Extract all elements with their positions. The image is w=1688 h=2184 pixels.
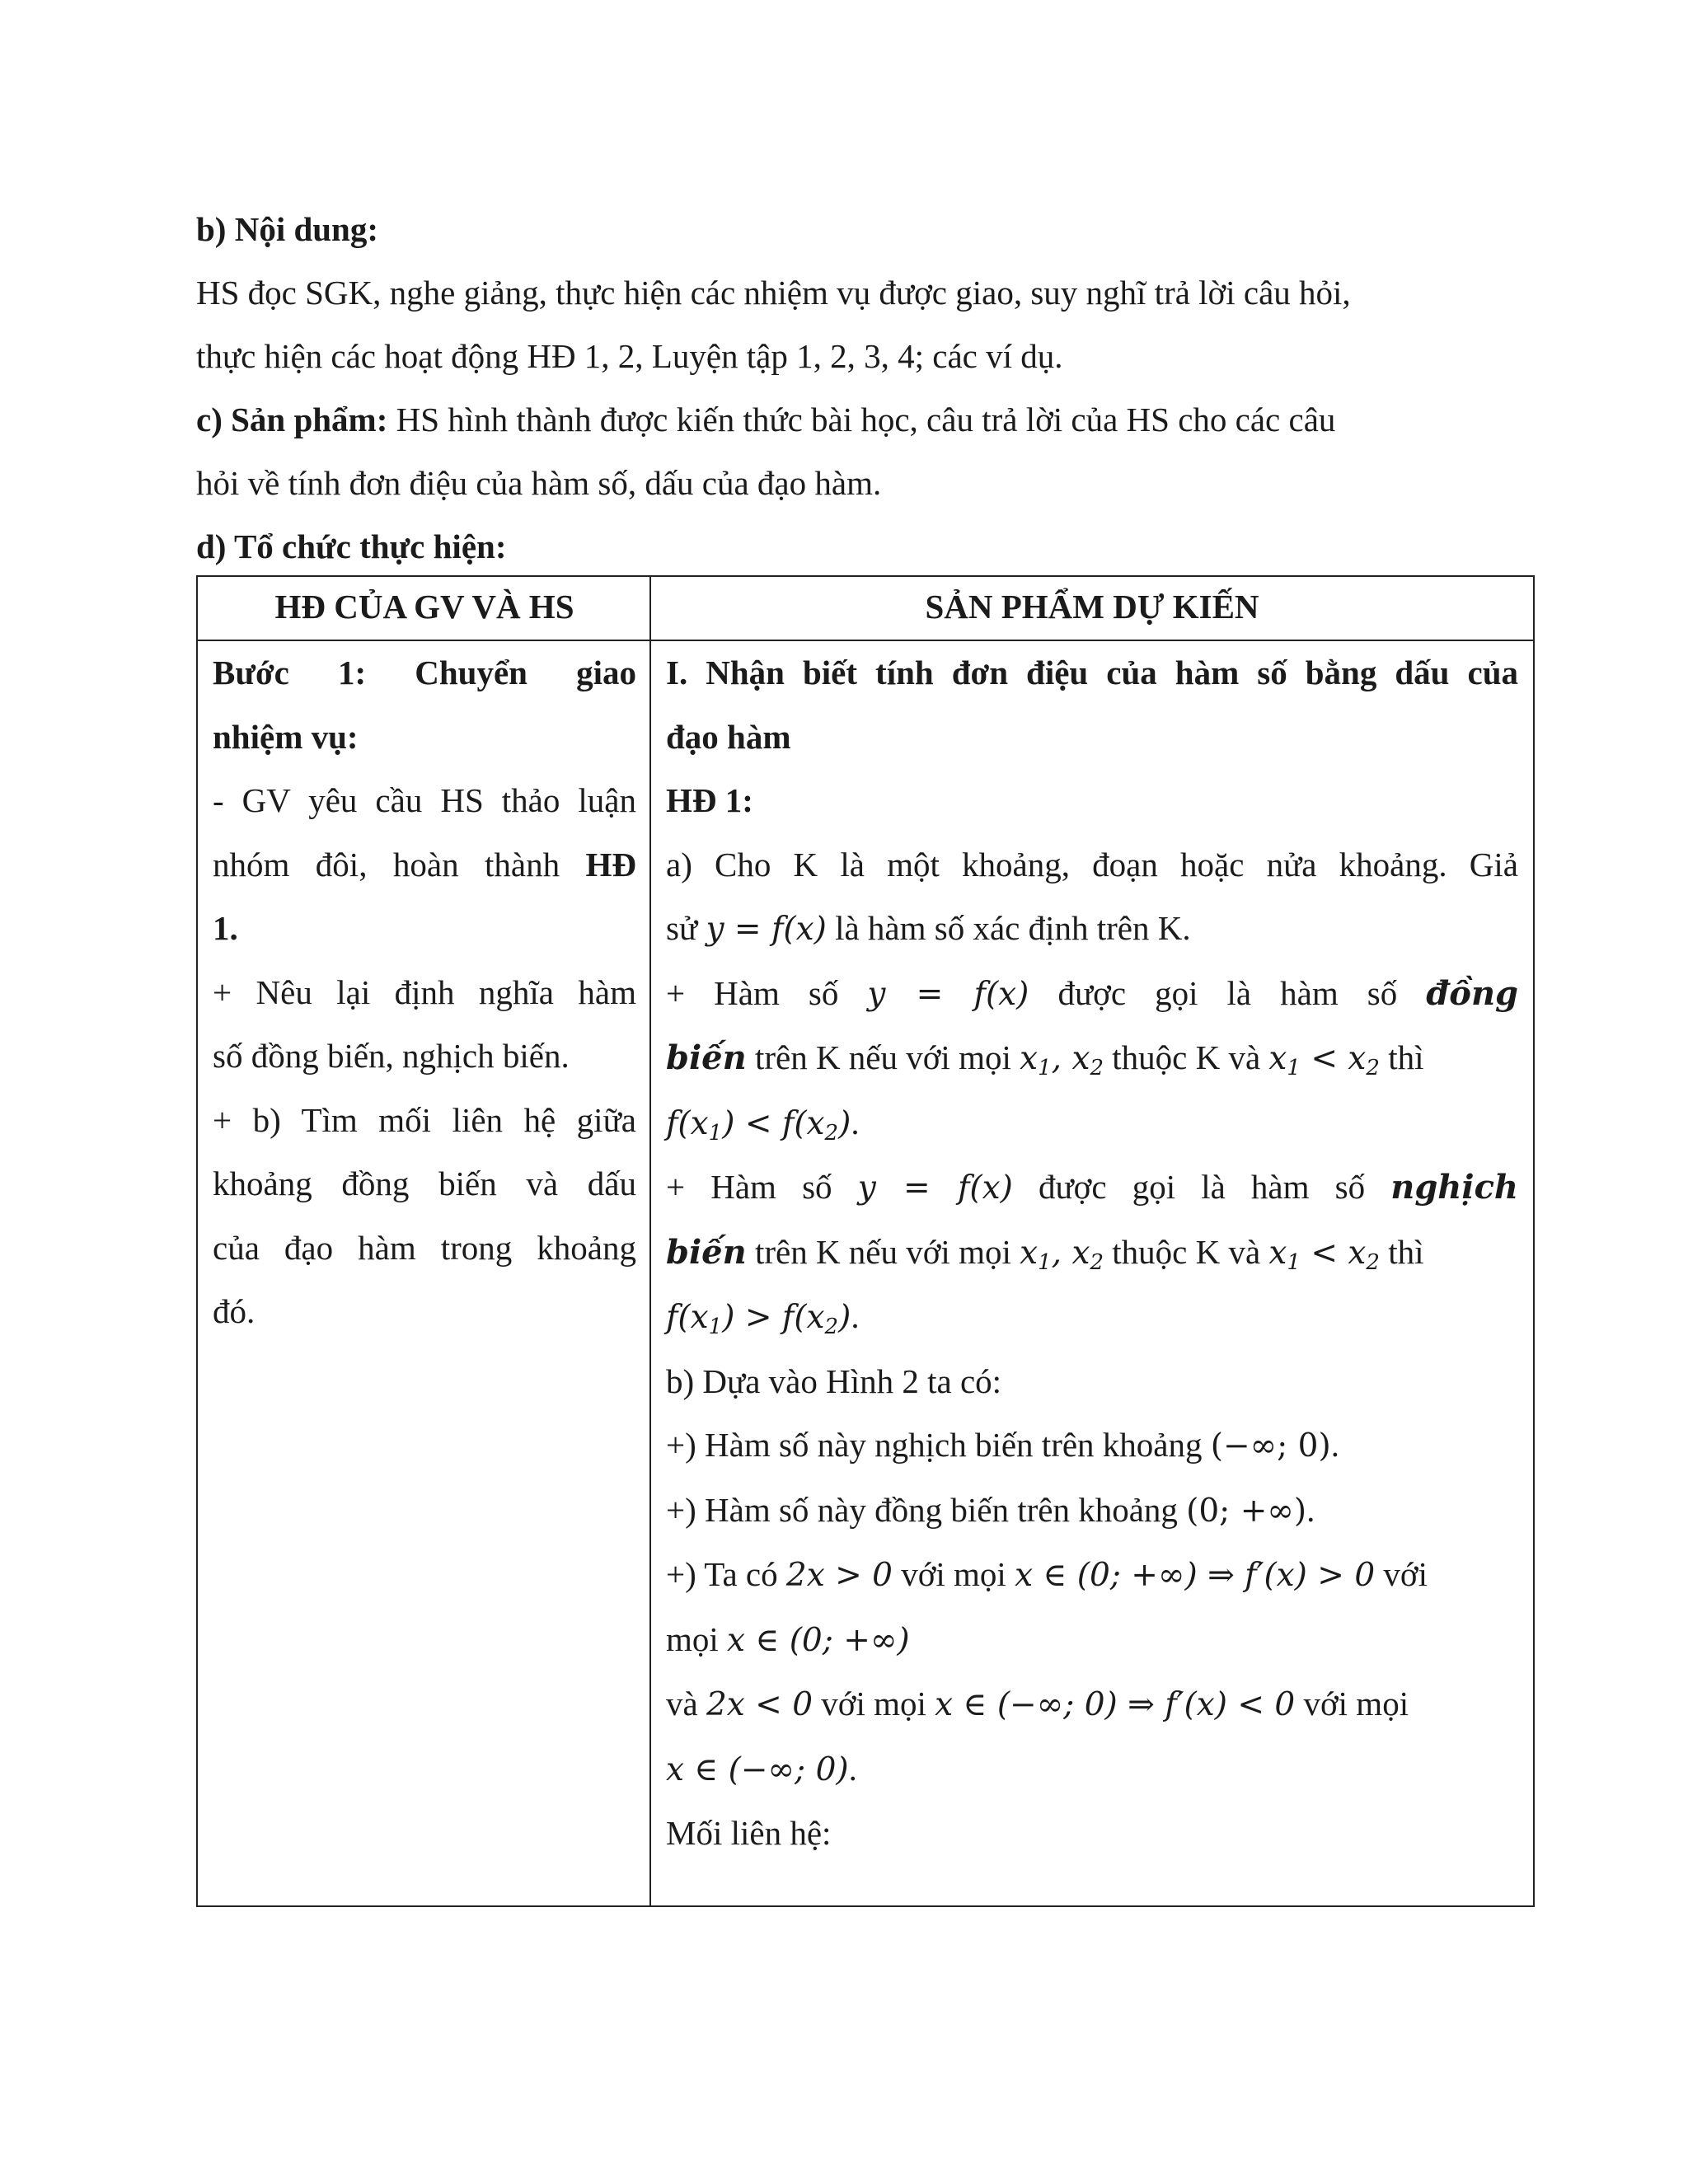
- b5-text2: với mọi: [813, 1685, 935, 1722]
- b2-dot: .: [1306, 1490, 1315, 1529]
- section-b-line1: HS đọc SGK, nghe giảng, thực hiện các nhiệm vụ được giao, suy nghĩ trả lời câu hỏi,: [196, 274, 1351, 312]
- part-a-math: y = f(x): [706, 911, 827, 948]
- dec-bold1: nghịch: [1390, 1168, 1519, 1207]
- part-a-line2: [666, 897, 1518, 962]
- inc-dot: .: [851, 1103, 860, 1141]
- inc-ineq: $f(x_1) < f(x_2)$: [666, 1104, 851, 1146]
- inc-text1: + Hàm số: [666, 973, 868, 1012]
- dec-math1: y = f(x): [857, 1169, 1013, 1207]
- inc-bold1: đồng: [1426, 973, 1518, 1013]
- decreasing-def-line1: [666, 1155, 1518, 1221]
- step-line1: Bước 1: Chuyển giao: [213, 654, 636, 691]
- dec-text4: thuộc K và: [1104, 1232, 1269, 1271]
- dec-text2: được gọi là hàm số: [1012, 1168, 1391, 1206]
- relation-label: Mối liên hệ:: [666, 1814, 832, 1852]
- b3-text2: với mọi: [892, 1555, 1015, 1593]
- dec-cond: $x_1 < x_2$: [1268, 1234, 1380, 1275]
- b4-text: mọi: [666, 1619, 728, 1658]
- task-b-line4: đó.: [213, 1292, 256, 1330]
- b3-math1: 2x > 0: [785, 1557, 893, 1594]
- section-title-line2: đạo hàm: [666, 717, 791, 756]
- part-b-line1: [666, 1413, 1518, 1479]
- b5-math2: x ∈ (−∞; 0) ⇒ f′(x) < 0: [935, 1686, 1296, 1723]
- request-line3: 1.: [213, 909, 238, 947]
- task-b-line3: của đạo hàm trong khoảng: [213, 1228, 636, 1267]
- b6-dot: .: [848, 1749, 857, 1788]
- request-line2: [213, 833, 636, 898]
- dec-text1: + Hàm số: [666, 1168, 858, 1206]
- part-a-line1: a) Cho K là một khoảng, đoạn hoặc nửa khoảng. Giả: [666, 845, 1518, 883]
- request-line1: - GV yêu cầu HS thảo luận: [213, 781, 636, 819]
- dec-text5: thì: [1379, 1232, 1424, 1271]
- task-a-line1: + Nêu lại định nghĩa hàm: [213, 972, 636, 1011]
- b5-text3: với mọi: [1295, 1685, 1409, 1722]
- part-a-text1: sử: [666, 909, 706, 947]
- b3-text3: với: [1375, 1555, 1428, 1593]
- task-b-line2: khoảng đồng biến và dấu: [213, 1165, 636, 1202]
- part-a-text2: là hàm số xác định trên K.: [826, 909, 1191, 947]
- section-title-line1: I. Nhận biết tính đơn điệu của hàm số bằng dấu của: [666, 654, 1518, 691]
- part-b-line3: [666, 1543, 1518, 1608]
- section-c-line1: [196, 388, 1507, 452]
- b3-text1: +) Ta có: [666, 1555, 786, 1593]
- part-b-line4: [666, 1608, 1518, 1673]
- inc-bold2: biến: [666, 1038, 747, 1077]
- inc-cond: $x_1 < x_2$: [1268, 1040, 1380, 1080]
- teacher-student-cell: [197, 640, 650, 1906]
- section-c-heading: c) Sản phẩm:: [196, 401, 388, 438]
- hd1-label: HĐ 1:: [666, 781, 753, 819]
- b2-text: +) Hàm số này đồng biến trên khoảng: [666, 1490, 1187, 1529]
- part-b-line2: [666, 1479, 1518, 1544]
- inc-text4: thuộc K và: [1104, 1038, 1269, 1076]
- b6-math: x ∈ (−∞; 0): [666, 1750, 849, 1788]
- inc-vars: $x_1$, $x_2$: [1020, 1040, 1104, 1080]
- b2-math: (0; +∞): [1186, 1492, 1307, 1530]
- part-b-intro: b) Dựa vào Hình 2 ta có:: [666, 1361, 1002, 1400]
- task-a-line2: số đồng biến, nghịch biến.: [213, 1037, 570, 1075]
- section-b-line2: thực hiện các hoạt động HĐ 1, 2, Luyện tập 1, 2, 3, 4; các ví dụ.: [196, 337, 1063, 375]
- section-d-heading: d) Tổ chức thực hiện:: [196, 527, 507, 565]
- dec-vars: $x_1$, $x_2$: [1020, 1234, 1104, 1275]
- dec-text3: trên K nếu với mọi: [746, 1232, 1020, 1271]
- dec-dot: .: [851, 1297, 860, 1335]
- b4-math: x ∈ (0; +∞): [727, 1621, 910, 1659]
- increasing-def-line2: [666, 1026, 1518, 1091]
- request-line2-text: nhóm đôi, hoàn thành: [213, 845, 586, 883]
- increasing-def-line1: [666, 962, 1518, 1027]
- section-b-heading: b) Nội dung:: [196, 210, 379, 248]
- expected-product-cell: [650, 640, 1534, 1906]
- section-c-text1: HS hình thành được kiến thức bài học, câu trả lời của HS cho các câu: [387, 401, 1336, 438]
- b5-text1: và: [666, 1685, 706, 1722]
- table-row: [197, 640, 1534, 1906]
- inc-math1: y = f(x): [867, 975, 1029, 1013]
- section-c-line2: hỏi về tính đơn điệu của hàm số, dấu của đạo hàm.: [196, 464, 882, 502]
- increasing-def-line3: [666, 1091, 1518, 1156]
- inc-text5: thì: [1379, 1038, 1424, 1076]
- b5-math1: 2x < 0: [706, 1686, 814, 1723]
- part-b-line5: [666, 1672, 1518, 1737]
- dec-ineq: $f(x_1) > f(x_2)$: [666, 1299, 851, 1339]
- decreasing-def-line3: [666, 1285, 1518, 1350]
- header-expected-product: SẢN PHẨM DỰ KIẾN: [650, 576, 1534, 640]
- dec-bold2: biến: [666, 1232, 747, 1272]
- b1-text: +) Hàm số này nghịch biến trên khoảng: [666, 1426, 1211, 1464]
- b1-dot: .: [1330, 1426, 1339, 1464]
- b3-math2: x ∈ (0; +∞) ⇒ f′(x) > 0: [1015, 1557, 1376, 1594]
- decreasing-def-line2: [666, 1221, 1518, 1286]
- table-header-row: [197, 576, 1534, 640]
- document-body: [196, 198, 1507, 579]
- step-line2: nhiệm vụ:: [213, 717, 359, 756]
- request-line2-bold: HĐ: [585, 845, 636, 883]
- activity-table: [196, 575, 1535, 1907]
- inc-text3: trên K nếu với mọi: [746, 1038, 1020, 1076]
- task-b-line1: + b) Tìm mối liên hệ giữa: [213, 1100, 636, 1139]
- b1-math: (−∞; 0): [1210, 1427, 1331, 1465]
- part-b-line6: [666, 1737, 1518, 1802]
- inc-text2: được gọi là hàm số: [1029, 973, 1427, 1012]
- header-teacher-student: HĐ CỦA GV VÀ HS: [197, 576, 650, 640]
